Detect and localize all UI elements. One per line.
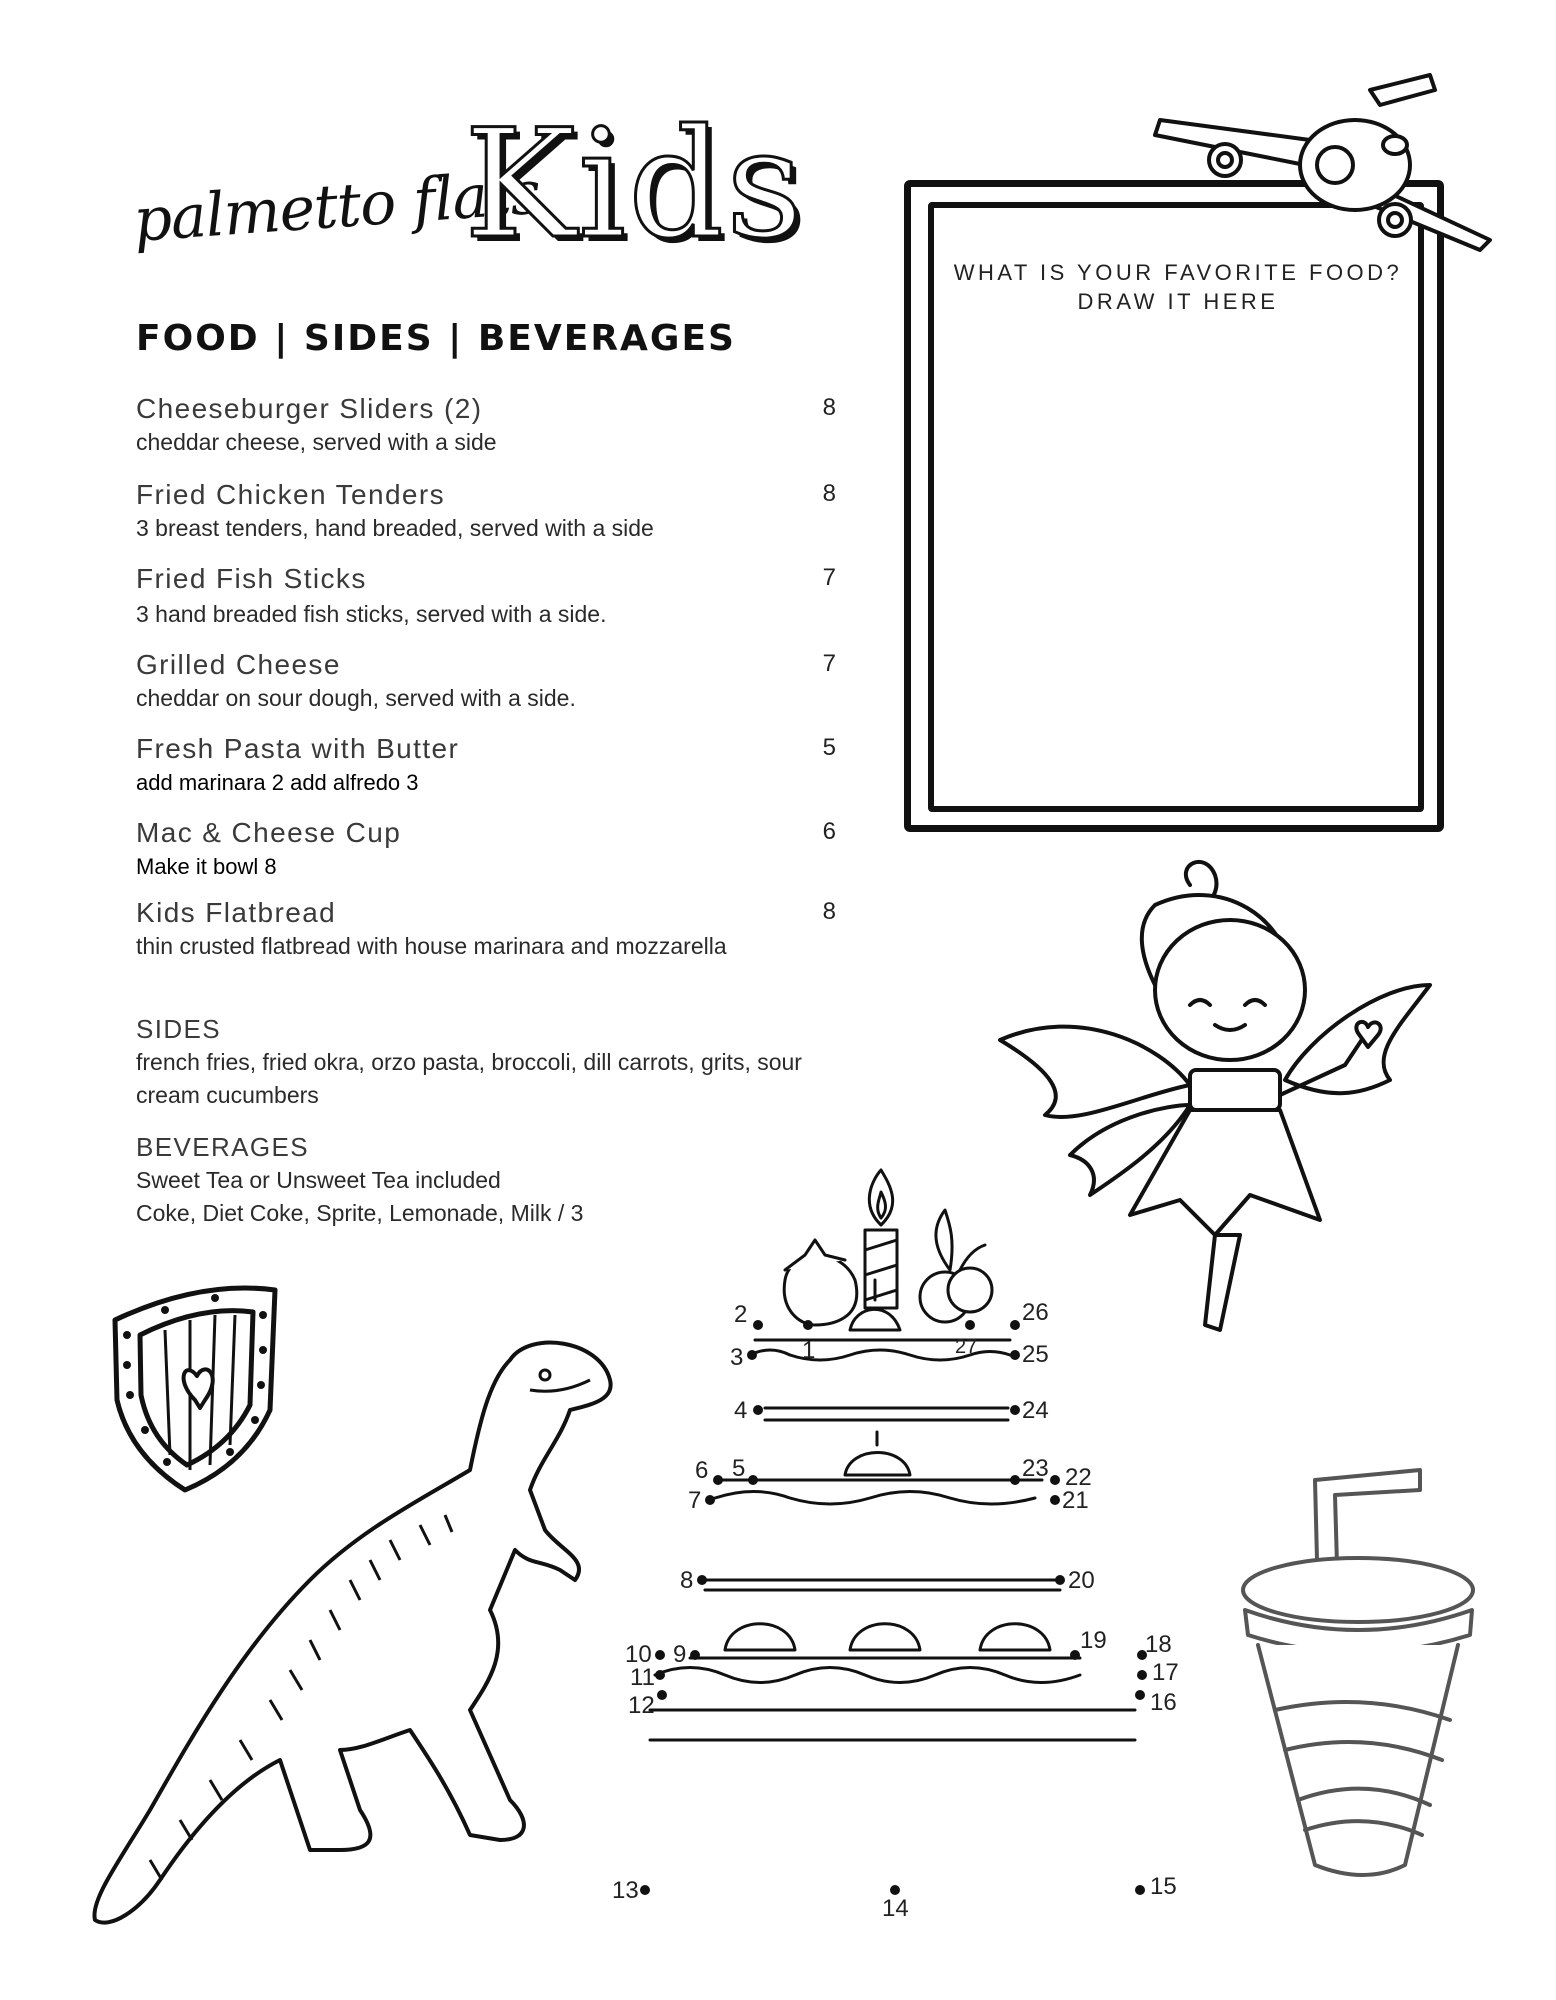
dot-number-11: 11 — [630, 1664, 655, 1691]
item-description: 3 hand breaded fish sticks, served with a side. — [136, 601, 607, 627]
brand-kids-logo: Kids — [464, 98, 806, 272]
dot-number-26: 26 — [1022, 1299, 1049, 1326]
item-description: thin crusted flatbread with house marinara and mozzarella — [136, 933, 727, 959]
drawing-prompt-line-1: WHAT IS YOUR FAVORITE FOOD? — [953, 260, 1403, 285]
item-name: Fried Fish Sticks — [136, 563, 367, 594]
dot-number-25: 25 — [1022, 1341, 1049, 1368]
dot-number-23: 23 — [1022, 1455, 1049, 1482]
section-title: FOOD | SIDES | BEVERAGES — [136, 318, 736, 359]
dot-number-19: 19 — [1080, 1627, 1107, 1654]
cake-dot-to-dot — [590, 1130, 1179, 1930]
dot-number-21: 21 — [1062, 1487, 1089, 1514]
item-name: Cheeseburger Sliders (2) — [136, 393, 483, 424]
item-price: 7 — [822, 564, 836, 591]
dot-number-5: 5 — [732, 1455, 746, 1482]
dot-number-18: 18 — [1145, 1631, 1172, 1658]
menu-item — [136, 478, 836, 562]
item-description: 3 breast tenders, hand breaded, served with a side — [136, 515, 654, 541]
item-price: 8 — [822, 898, 836, 925]
dot-number-17: 17 — [1152, 1659, 1179, 1686]
item-name: Fried Chicken Tenders — [136, 479, 446, 510]
dot-number-4: 4 — [734, 1397, 748, 1424]
item-name: Fresh Pasta with Butter — [136, 733, 460, 764]
dot-number-3: 3 — [730, 1344, 744, 1371]
item-name: Kids Flatbread — [136, 897, 337, 928]
item-price: 8 — [822, 480, 836, 507]
item-description: add marinara 2 add alfredo 3 — [136, 770, 419, 795]
dot-number-2: 2 — [734, 1301, 748, 1328]
menu-item — [136, 896, 836, 1012]
item-price: 7 — [822, 650, 836, 677]
item-name: Grilled Cheese — [136, 649, 341, 680]
sides-title: SIDES — [136, 1014, 222, 1044]
drink-cup-illustration — [1230, 1460, 1490, 1890]
dot-number-13: 13 — [612, 1877, 639, 1904]
airplane-illustration — [1140, 70, 1510, 260]
dot-number-15: 15 — [1150, 1873, 1177, 1900]
item-name: Mac & Cheese Cup — [136, 817, 402, 848]
dot-number-24: 24 — [1022, 1397, 1049, 1424]
dot-number-14: 14 — [882, 1895, 909, 1922]
dot-number-27: 27 — [955, 1336, 978, 1358]
sides-section — [136, 1012, 836, 1130]
item-price: 6 — [822, 818, 836, 845]
dot-number-20: 20 — [1068, 1567, 1095, 1594]
drawing-prompt — [940, 258, 1416, 316]
brand-script-logo: palmetto flats — [131, 157, 543, 256]
menu-list — [136, 392, 836, 1230]
beverages-line-2: Coke, Diet Coke, Sprite, Lemonade, Milk / 3 — [136, 1200, 584, 1226]
item-description: Make it bowl 8 — [136, 854, 277, 879]
menu-item — [136, 816, 836, 896]
menu-item — [136, 732, 836, 816]
dot-number-8: 8 — [680, 1567, 694, 1594]
sides-list: french fries, fried okra, orzo pasta, broccoli, dill carrots, grits, sour cream cucumbers — [136, 1049, 802, 1108]
item-price: 8 — [822, 394, 836, 421]
dot-number-16: 16 — [1150, 1689, 1177, 1716]
dot-number-10: 10 — [625, 1641, 652, 1668]
drawing-prompt-line-2: DRAW IT HERE — [1077, 289, 1279, 314]
menu-item — [136, 392, 836, 478]
item-description: cheddar cheese, served with a side — [136, 429, 497, 455]
dot-number-6: 6 — [695, 1457, 709, 1484]
menu-item — [136, 562, 836, 648]
beverages-line-1: Sweet Tea or Unsweet Tea included — [136, 1167, 501, 1193]
dot-number-12: 12 — [628, 1692, 655, 1719]
dot-number-1: 1 — [802, 1337, 816, 1364]
t-rex-illustration — [90, 1320, 630, 1940]
dot-number-9: 9 — [673, 1641, 687, 1668]
beverages-title: BEVERAGES — [136, 1132, 309, 1162]
item-price: 5 — [822, 734, 836, 761]
dot-number-7: 7 — [688, 1487, 702, 1514]
item-description: cheddar on sour dough, served with a side. — [136, 685, 576, 711]
dot-number-22: 22 — [1065, 1464, 1092, 1491]
menu-item — [136, 648, 836, 732]
